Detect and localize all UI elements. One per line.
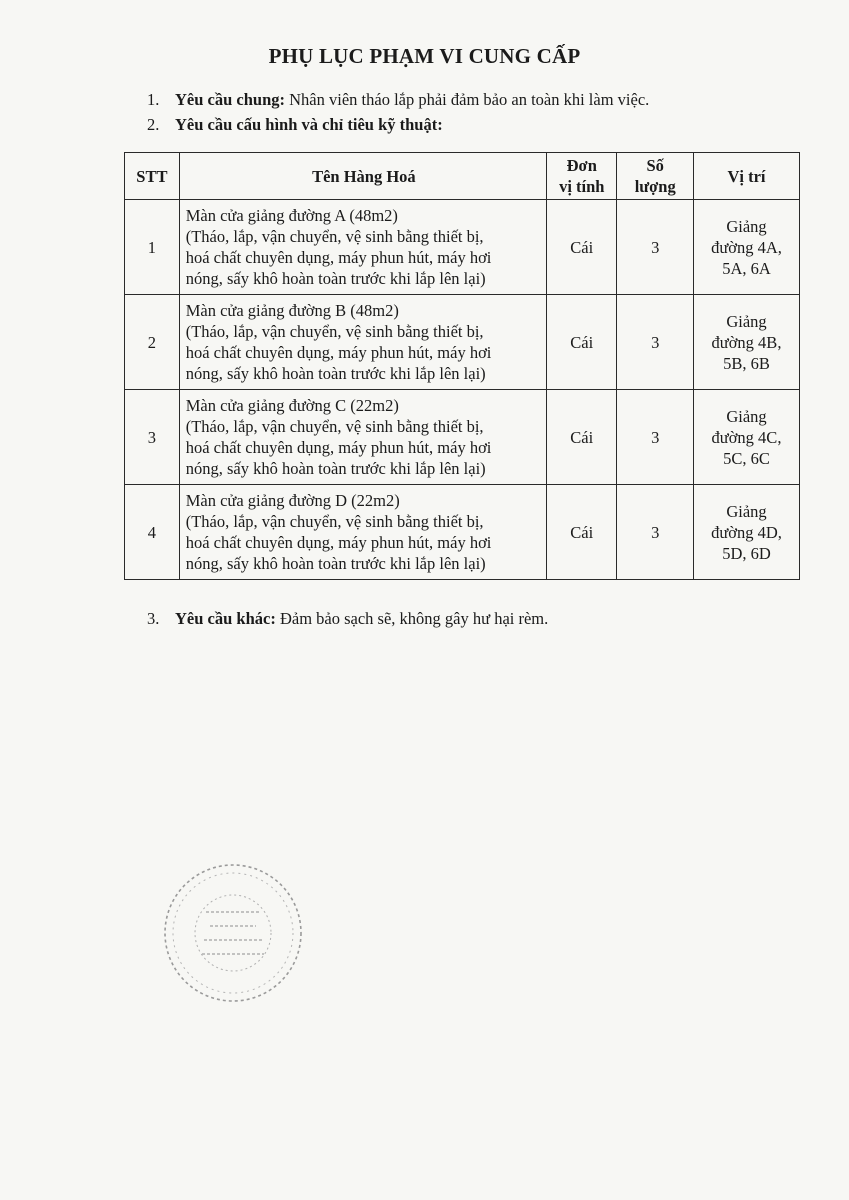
header-quantity-line: lượng [634,177,676,196]
cell-name [179,200,546,295]
table-row [125,200,800,295]
requirement-number: 1. [147,90,160,109]
requirement-number: 3. [147,609,160,628]
item-description: nóng, sấy khô hoàn toàn trước khi lắp lên lại) [185,269,486,288]
cell-unit: Cái [547,390,617,485]
cell-stt: 3 [125,390,180,485]
cell-name [179,390,546,485]
location-line: Giảng [726,311,767,331]
faded-seal-stamp-icon [160,860,306,1006]
header-quantity [617,153,694,200]
requirement-technical [147,115,443,135]
item-description: hoá chất chuyên dụng, máy phun hút, máy hơi [185,248,492,267]
cell-unit: Cái [547,485,617,580]
requirement-label: Yêu cầu chung: [175,90,286,109]
cell-location [693,390,799,485]
cell-quantity: 3 [617,390,694,485]
header-unit-line: Đơn [566,156,597,175]
seal-graphic [160,860,306,1006]
item-title: Màn cửa giảng đường B (48m2) [185,301,399,320]
cell-quantity: 3 [617,200,694,295]
cell-stt: 2 [125,295,180,390]
requirement-label: Yêu cầu cấu hình và chỉ tiêu kỹ thuật: [175,115,443,134]
cell-quantity: 3 [617,485,694,580]
goods-table [124,152,800,580]
page-title: PHỤ LỤC PHẠM VI CUNG CẤP [268,44,581,68]
header-stt: STT [125,153,180,200]
cell-name [179,295,546,390]
table-header-row [125,153,800,200]
requirement-text: Đảm bảo sạch sẽ, không gây hư hại rèm. [275,609,549,628]
location-line: Giảng [726,216,767,236]
location-line: 5B, 6B [723,353,770,373]
item-title: Màn cửa giảng đường A (48m2) [185,206,398,225]
table-row [125,485,800,580]
cell-stt: 1 [125,200,180,295]
header-name: Tên Hàng Hoá [179,153,546,200]
item-description: nóng, sấy khô hoàn toàn trước khi lắp lên lại) [185,459,486,478]
location-line: Giảng [726,406,767,426]
requirement-other [147,609,548,629]
item-description: hoá chất chuyên dụng, máy phun hút, máy hơi [185,438,492,457]
item-description: (Tháo, lắp, vận chuyển, vệ sinh bằng thiết bị, [185,512,484,531]
requirement-text: Nhân viên tháo lắp phải đảm bảo an toàn khi làm việc. [285,90,650,109]
location-line: 5D, 6D [722,543,771,563]
cell-location [693,485,799,580]
header-unit-line: vị tính [559,177,605,196]
header-quantity-line: Số [646,156,664,175]
location-line: 5A, 6A [722,258,771,278]
location-line: đường 4D, [711,522,782,542]
item-description: (Tháo, lắp, vận chuyển, vệ sinh bằng thiết bị, [185,322,484,341]
item-description: hoá chất chuyên dụng, máy phun hút, máy hơi [185,343,492,362]
location-line: đường 4A, [711,237,782,257]
cell-location [693,200,799,295]
location-line: đường 4C, [711,427,782,447]
cell-stt: 4 [125,485,180,580]
cell-location [693,295,799,390]
table-row [125,295,800,390]
requirement-label: Yêu cầu khác: [175,609,276,628]
cell-name [179,485,546,580]
item-description: (Tháo, lắp, vận chuyển, vệ sinh bằng thiết bị, [185,227,484,246]
item-description: (Tháo, lắp, vận chuyển, vệ sinh bằng thiết bị, [185,417,484,436]
header-location: Vị trí [693,153,799,200]
cell-quantity: 3 [617,295,694,390]
item-description: hoá chất chuyên dụng, máy phun hút, máy hơi [185,533,492,552]
cell-unit: Cái [547,295,617,390]
header-unit [547,153,617,200]
item-description: nóng, sấy khô hoàn toàn trước khi lắp lên lại) [185,554,486,573]
table-row [125,390,800,485]
requirement-general [147,90,649,110]
requirement-number: 2. [147,115,160,134]
item-description: nóng, sấy khô hoàn toàn trước khi lắp lên lại) [185,364,486,383]
location-line: Giảng [726,501,767,521]
location-line: 5C, 6C [723,448,770,468]
item-title: Màn cửa giảng đường D (22m2) [185,491,400,510]
location-line: đường 4B, [711,332,782,352]
item-title: Màn cửa giảng đường C (22m2) [185,396,399,415]
cell-unit: Cái [547,200,617,295]
